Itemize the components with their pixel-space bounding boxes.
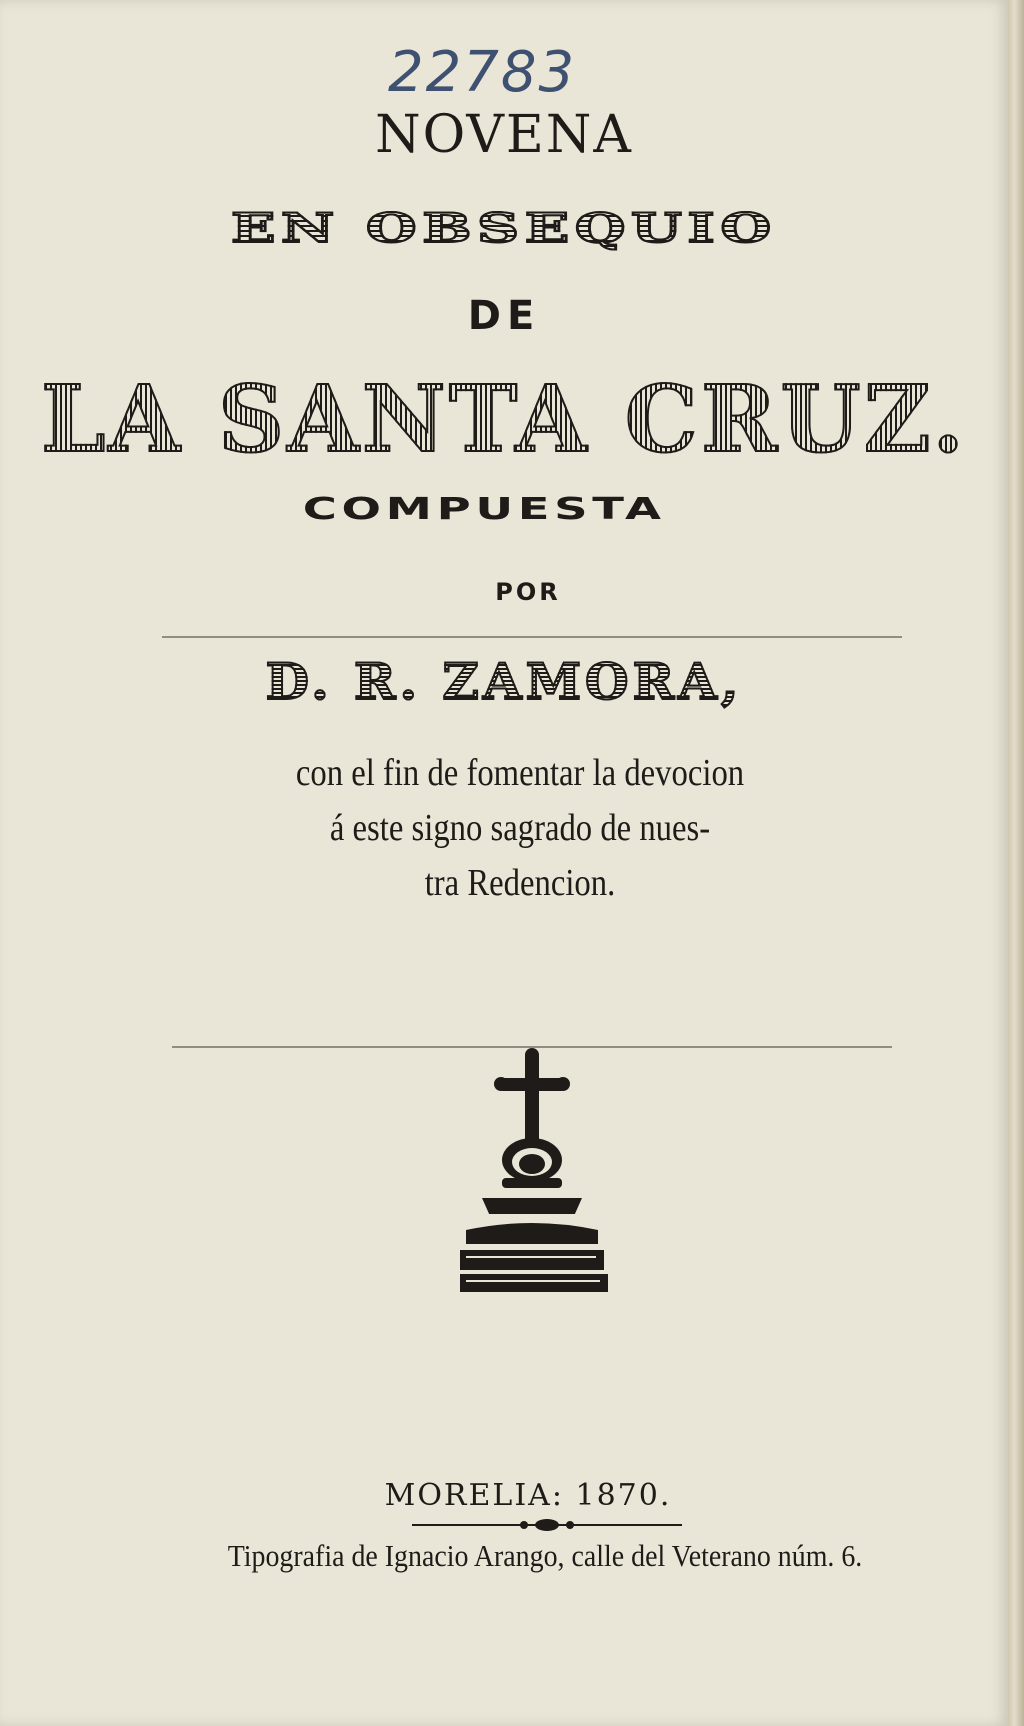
- title-en-obsequio: EN OBSEQUIO: [0, 205, 1024, 252]
- author-name: D. R. ZAMORA,: [0, 652, 1008, 711]
- purpose-statement: [228, 746, 813, 911]
- ornament-rule: [412, 1518, 682, 1532]
- title-compuesta: COMPUESTA: [302, 492, 666, 527]
- cross-on-pedestal-icon: [452, 1048, 612, 1304]
- title-la-santa-cruz: LA SANTA CRUZ.: [0, 365, 1008, 473]
- page-edge: [1008, 0, 1024, 1726]
- title-de: DE: [467, 293, 541, 339]
- purpose-line: con el fin de fomentar la devocion: [295, 752, 745, 794]
- divider-rule: [162, 636, 902, 638]
- title-novena: NOVENA: [375, 105, 633, 165]
- accession-number: 22783: [388, 40, 577, 105]
- title-por: POR: [495, 578, 561, 606]
- purpose-line: á este signo sagrado de nues-: [329, 807, 711, 849]
- imprint-place-year: MORELIA: 1870.: [384, 1478, 672, 1513]
- imprint-printer: Tipografia de Ignacio Arango, calle del Veterano núm. 6.: [227, 1538, 863, 1573]
- purpose-line: tra Redencion.: [424, 862, 616, 904]
